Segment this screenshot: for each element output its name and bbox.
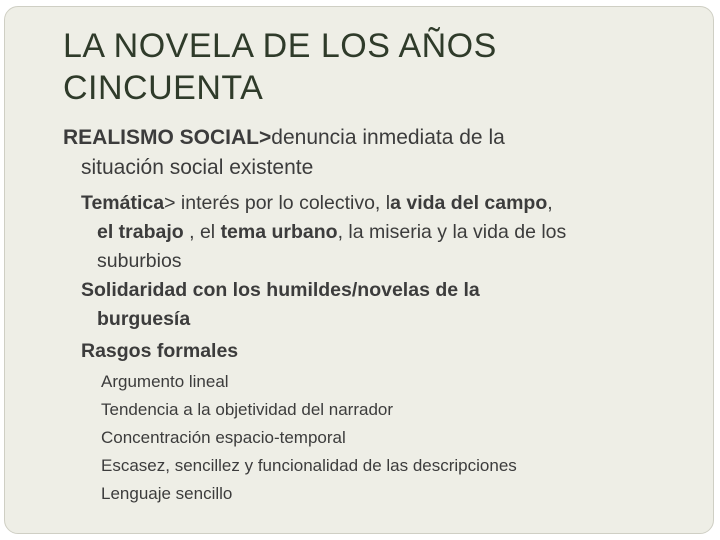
slide-background [4, 6, 714, 534]
bullet-tematica [81, 189, 701, 276]
tematica-lead: Temática [81, 192, 165, 214]
tematica-vida-campo: a vida del campo [390, 192, 548, 214]
bullet-solidaridad [81, 276, 701, 334]
rasgos-item-argumento [101, 368, 661, 396]
tematica-text-3: , el [183, 221, 221, 243]
rasgos-item-escasez [101, 452, 661, 480]
bullet-realismo-social [63, 123, 683, 183]
realismo-social-text-2: situación social existente [81, 156, 314, 179]
slide-title [63, 25, 497, 109]
rasgos-item-text: Tendencia a la objetividad del narrador [101, 400, 394, 419]
rasgos-item-text: Concentración espacio-temporal [101, 428, 346, 447]
tematica-text-4: , la miseria y la vida de los [337, 221, 567, 243]
tematica-line-3: suburbios [97, 250, 182, 272]
rasgos-label: Rasgos formales [81, 340, 239, 362]
bullet-rasgos-formales [81, 337, 701, 366]
tematica-comma: , [547, 192, 553, 214]
realismo-social-lead: REALISMO SOCIAL [63, 126, 260, 149]
tematica-gt: > [164, 192, 181, 214]
rasgos-item-lenguaje [101, 480, 661, 508]
title-line-1: LA NOVELA DE LOS AÑOS [63, 27, 497, 65]
tematica-tema-urbano: tema urbano [220, 221, 338, 243]
rasgos-item-objetividad [101, 396, 661, 424]
rasgos-item-concentracion [101, 424, 661, 452]
rasgos-item-text: Argumento lineal [101, 372, 229, 391]
rasgos-item-text: Lenguaje sencillo [101, 484, 233, 503]
rasgos-item-text: Escasez, sencillez y funcionalidad de las descripciones [101, 456, 517, 475]
solidaridad-line-2: burguesía [97, 308, 191, 330]
title-line-2: CINCUENTA [63, 69, 264, 107]
realismo-social-gt: > [259, 126, 272, 149]
tematica-trabajo: el trabajo [97, 221, 184, 243]
solidaridad-line-1: Solidaridad con los humildes/novelas de la [81, 279, 480, 301]
realismo-social-text-1: denuncia inmediata de la [271, 126, 505, 149]
tematica-text-1: interés por lo colectivo, l [180, 192, 391, 214]
tematica-line-2 [81, 218, 701, 247]
